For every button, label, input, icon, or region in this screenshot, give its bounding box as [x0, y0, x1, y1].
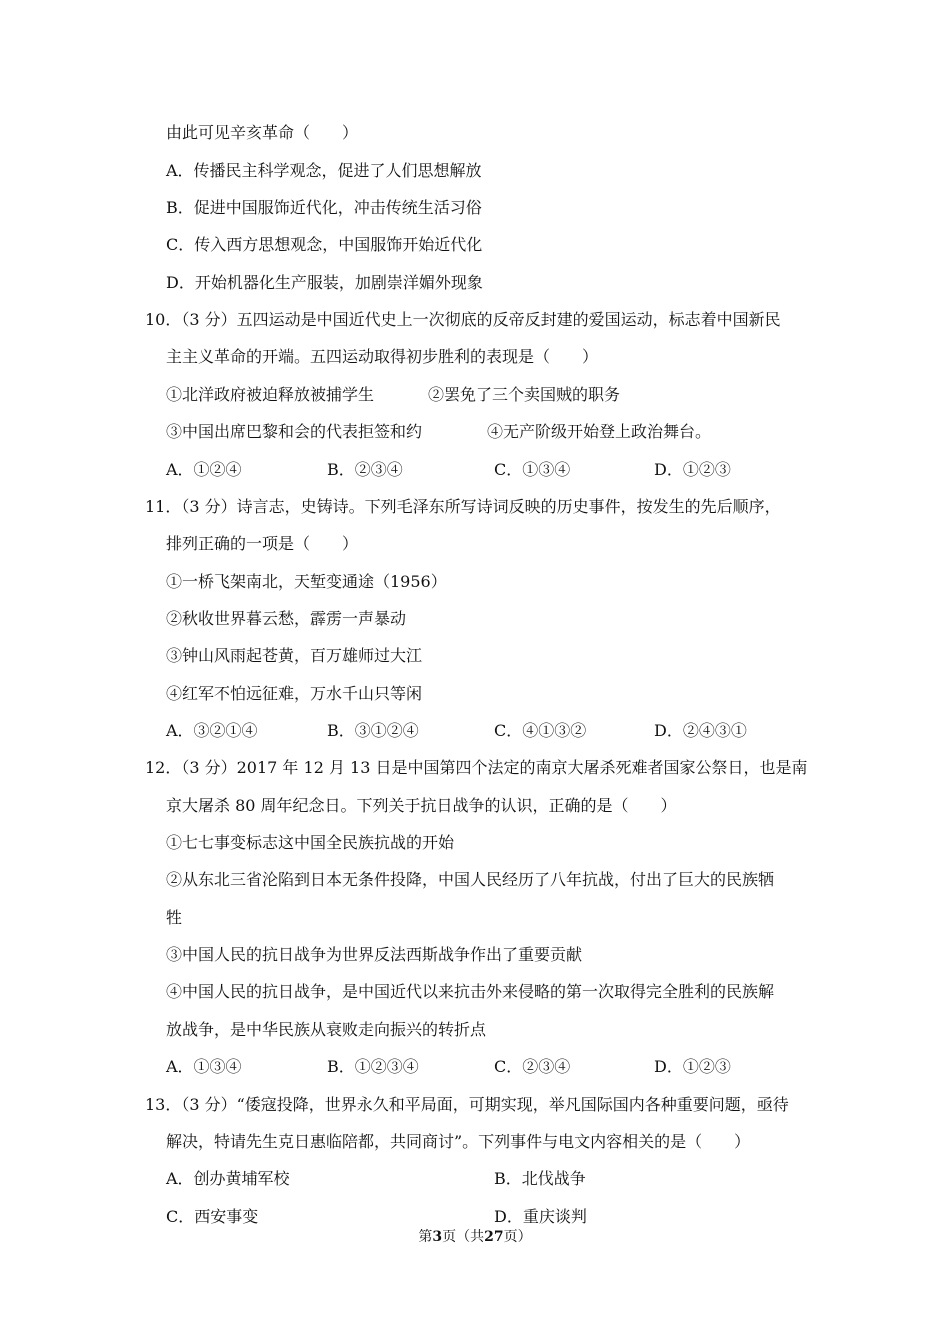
q12-option-b: B．①②③④ [327, 1057, 419, 1076]
q12-item-3: ③中国人民的抗日战争为世界反法西斯战争作出了重要贡献 [166, 945, 583, 964]
q10-option-c: C．①③④ [494, 460, 571, 479]
q13-option-c: C．西安事变 [166, 1207, 259, 1226]
q11-stem-line2: 排列正确的一项是（ ） [166, 534, 359, 553]
q10-item-3: ③中国出席巴黎和会的代表拒签和约 [166, 422, 423, 441]
q11-item-4: ④红军不怕远征难，万水千山只等闲 [166, 684, 423, 703]
q9-option-b: B．促进中国服饰近代化，冲击传统生活习俗 [166, 198, 482, 217]
q11-item-1: ①一桥飞架南北，天堑变通途（1956） [166, 572, 447, 591]
q12-item-4-line1: ④中国人民的抗日战争，是中国近代以来抗击外来侵略的第一次取得完全胜利的民族解 [166, 982, 775, 1001]
q10-option-b: B．②③④ [327, 460, 403, 479]
footer-middle: 页（共 [442, 1229, 485, 1245]
q13-option-b: B．北伐战争 [494, 1169, 586, 1188]
q9-stem-tail: 由此可见辛亥革命（ ） [166, 123, 359, 142]
footer-total-pages: 27 [484, 1229, 504, 1245]
footer-suffix: 页） [503, 1229, 532, 1245]
q12-item-1: ①七七事变标志这中国全民族抗战的开始 [166, 833, 455, 852]
q11-option-d: D．②④③① [654, 721, 747, 740]
q13-stem-line1: 13．（3 分）“倭寇投降，世界永久和平局面，可期实现，举凡国际国内各种重要问题，亟待 [145, 1095, 789, 1114]
q12-stem-line2: 京大屠杀 80 周年纪念日。下列关于抗日战争的认识，正确的是（ ） [166, 796, 677, 815]
q10-item-1: ①北洋政府被迫释放被捕学生 [166, 385, 375, 404]
q12-option-c: C．②③④ [494, 1057, 571, 1076]
q12-item-2-line2: 牲 [166, 908, 183, 927]
q10-item-4: ④无产阶级开始登上政治舞台。 [487, 422, 712, 441]
q10-option-a: A．①②④ [166, 460, 242, 479]
q10-option-d: D．①②③ [654, 460, 731, 479]
q11-stem-line1: 11．（3 分）诗言志，史铸诗。下列毛泽东所写诗词反映的历史事件，按发生的先后顺序， [145, 497, 781, 516]
q13-stem-line2: 解决，特请先生克日惠临陪都，共同商讨”。下列事件与电文内容相关的是（ ） [166, 1132, 751, 1151]
q9-option-c: C．传入西方思想观念，中国服饰开始近代化 [166, 235, 483, 254]
footer-page-number: 3 [432, 1229, 443, 1245]
q9-option-d: D．开始机器化生产服装，加剧崇洋媚外现象 [166, 273, 483, 292]
q10-stem-line2: 主主义革命的开端。五四运动取得初步胜利的表现是（ ） [166, 347, 599, 366]
q12-stem-line1: 12．（3 分）2017 年 12 月 13 日是中国第四个法定的南京大屠杀死难者国家公祭日，也是南 [145, 758, 808, 777]
q11-option-b: B．③①②④ [327, 721, 419, 740]
q12-item-2-line1: ②从东北三省沦陷到日本无条件投降，中国人民经历了八年抗战，付出了巨大的民族牺 [166, 870, 775, 889]
q10-item-2: ②罢免了三个卖国贼的职务 [428, 385, 621, 404]
q10-stem-line1: 10．（3 分）五四运动是中国近代史上一次彻底的反帝反封建的爱国运动，标志着中国新民 [145, 310, 781, 329]
q11-option-c: C．④①③② [494, 721, 587, 740]
q11-option-a: A．③②①④ [166, 721, 258, 740]
q12-option-a: A．①③④ [166, 1057, 242, 1076]
footer-prefix: 第 [418, 1229, 433, 1245]
q13-option-d: D．重庆谈判 [494, 1207, 587, 1226]
q12-option-d: D．①②③ [654, 1057, 731, 1076]
q11-item-2: ②秋收世界暮云愁，霹雳一声暴动 [166, 609, 407, 628]
q12-item-4-line2: 放战争，是中华民族从衰败走向振兴的转折点 [166, 1020, 487, 1039]
page-footer [0, 1228, 950, 1246]
q9-option-a: A．传播民主科学观念，促进了人们思想解放 [166, 161, 482, 180]
q13-option-a: A．创办黄埔军校 [166, 1169, 290, 1188]
q11-item-3: ③钟山风雨起苍黄，百万雄师过大江 [166, 646, 423, 665]
